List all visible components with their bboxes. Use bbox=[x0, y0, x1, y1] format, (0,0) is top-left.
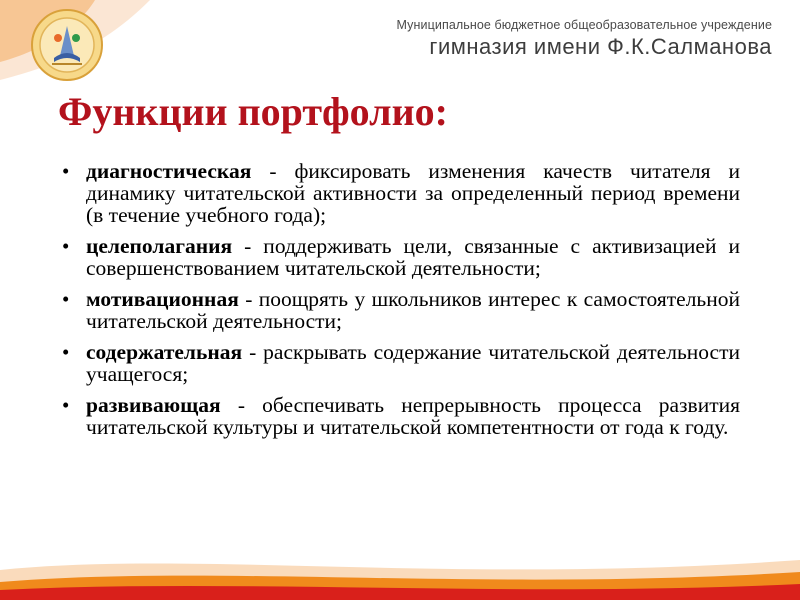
function-term: мотивационная bbox=[86, 287, 239, 311]
bullet: • bbox=[62, 159, 70, 183]
function-term: содержательная bbox=[86, 340, 243, 364]
list-item bbox=[60, 341, 740, 385]
functions-list bbox=[60, 160, 740, 447]
function-description: - обеспечивать непрерывность процесса развития читательской культуры и читательской компетентности от года к году. bbox=[86, 393, 740, 439]
function-description: - поощрять у школьников интерес к самостоятельной читательской деятельности; bbox=[86, 287, 740, 333]
bullet: • bbox=[62, 393, 70, 417]
function-term: развивающая bbox=[86, 393, 221, 417]
bullet: • bbox=[62, 340, 70, 364]
school-emblem-icon bbox=[30, 8, 104, 82]
school-name-line: гимназия имени Ф.К.Салманова bbox=[429, 34, 772, 59]
function-description: - фиксировать изменения качеств читателя и динамику читательской активности за определенный период времени (в течение учебного года); bbox=[86, 159, 740, 227]
page-title: Функции портфолио: bbox=[58, 89, 448, 134]
list-item bbox=[60, 235, 740, 279]
list-item bbox=[60, 160, 740, 226]
school-type-line: Муниципальное бюджетное общеобразовательное учреждение bbox=[396, 18, 772, 32]
function-description: - поддерживать цели, связанные с активизацией и совершенствованием читательской деятельности; bbox=[86, 234, 740, 280]
bullet: • bbox=[62, 234, 70, 258]
bottom-wave-decoration bbox=[0, 530, 800, 600]
list-item bbox=[60, 394, 740, 438]
bullet: • bbox=[62, 287, 70, 311]
school-header bbox=[397, 18, 772, 60]
function-term: диагностическая bbox=[86, 159, 252, 183]
function-term: целеполагания bbox=[86, 234, 233, 258]
function-description: - раскрывать содержание читательской деятельности учащегося; bbox=[86, 340, 740, 386]
list-item bbox=[60, 288, 740, 332]
